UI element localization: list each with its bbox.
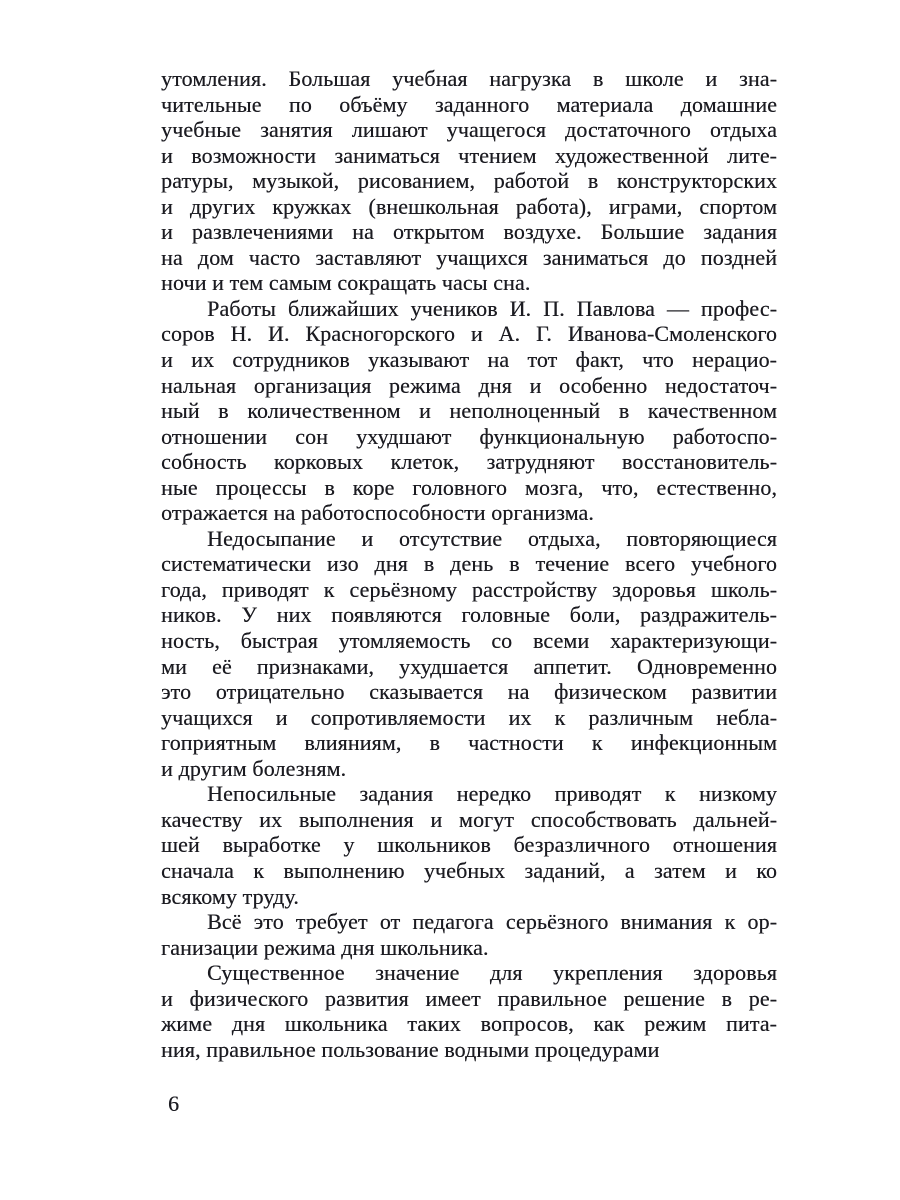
paragraph — [161, 526, 777, 781]
text-line: и физического развития имеет правильное решение в ре- — [161, 985, 777, 1011]
paragraph — [161, 66, 777, 296]
text-line: отражается на работоспособности организма. — [161, 500, 594, 526]
text-line: отношении сон ухудшают функциональную работоспо- — [161, 423, 777, 449]
text-line: Всё это требует от педагога серьёзного внимания к ор- — [207, 909, 777, 935]
text-line: и развлечениями на открытом воздухе. Большие задания — [161, 219, 777, 245]
text-line: шей выработке у школьников безразличного отношения — [161, 832, 777, 858]
text-line: жиме дня школьника таких вопросов, как режим пита- — [161, 1011, 777, 1037]
text-line: соров Н. И. Красногорского и А. Г. Иванова-Смоленского — [161, 321, 777, 347]
text-line: Непосильные задания нередко приводят к низкому — [207, 781, 777, 807]
text-line: собность корковых клеток, затрудняют восстановитель- — [161, 449, 777, 475]
text-line: качеству их выполнения и могут способствовать дальней- — [161, 806, 777, 832]
text-line: ность, быстрая утомляемость со всеми характеризующи- — [161, 628, 777, 654]
text-line: ночи и тем самым сокращать часы сна. — [161, 270, 531, 296]
text-line: и других кружках (внешкольная работа), играми, спортом — [161, 193, 777, 219]
text-line: ния, правильное пользование водными процедурами — [161, 1036, 660, 1062]
page-number: 6 — [168, 1091, 179, 1116]
text-line: утомления. Большая учебная нагрузка в школе и зна- — [161, 66, 777, 91]
paragraph — [161, 296, 777, 526]
paragraph — [161, 781, 777, 909]
text-line: гоприятным влияниям, в частности к инфекционным — [161, 730, 777, 756]
text-line: сначала к выполнению учебных заданий, а затем и ко — [161, 857, 777, 883]
text-line: Работы ближайших учеников И. П. Павлова — профес- — [207, 295, 777, 321]
text-line: и их сотрудников указывают на тот факт, что нерацио- — [161, 347, 777, 373]
text-line: и другим болезням. — [161, 755, 347, 781]
text-line: ные процессы в коре головного мозга, что, естественно, — [161, 474, 777, 500]
paragraph — [161, 909, 777, 960]
body-text — [161, 66, 777, 1062]
text-line: и возможности заниматься чтением художественной лите- — [161, 142, 777, 168]
text-line: года, приводят к серьёзному расстройству здоровья школь- — [161, 576, 777, 602]
paragraph — [161, 960, 777, 1062]
text-line: учащихся и сопротивляемости их к различным небла- — [161, 704, 777, 730]
text-line: учебные занятия лишают учащегося достаточного отдыха — [161, 117, 777, 143]
text-line: Существенное значение для укрепления здоровья — [207, 960, 777, 986]
text-line: это отрицательно сказывается на физическом развитии — [161, 679, 777, 705]
text-line: всякому труду. — [161, 883, 299, 909]
text-line: Недосыпание и отсутствие отдыха, повторяющиеся — [207, 525, 777, 551]
text-line: ный в количественном и неполноценный в качественном — [161, 398, 777, 424]
text-line: ганизации режима дня школьника. — [161, 934, 489, 960]
text-line: чительные по объёму заданного материала домашние — [161, 91, 777, 117]
text-line: ратуры, музыкой, рисованием, работой в конструкторских — [161, 168, 777, 194]
text-line: ников. У них появляются головные боли, раздражитель- — [161, 602, 777, 628]
text-line: нальная организация режима дня и особенно недостаточ- — [161, 372, 777, 398]
text-line: систематически изо дня в день в течение всего учебного — [161, 551, 777, 577]
text-line: ми её признаками, ухудшается аппетит. Одновременно — [161, 653, 777, 679]
text-line: на дом часто заставляют учащихся заниматься до поздней — [161, 244, 777, 270]
